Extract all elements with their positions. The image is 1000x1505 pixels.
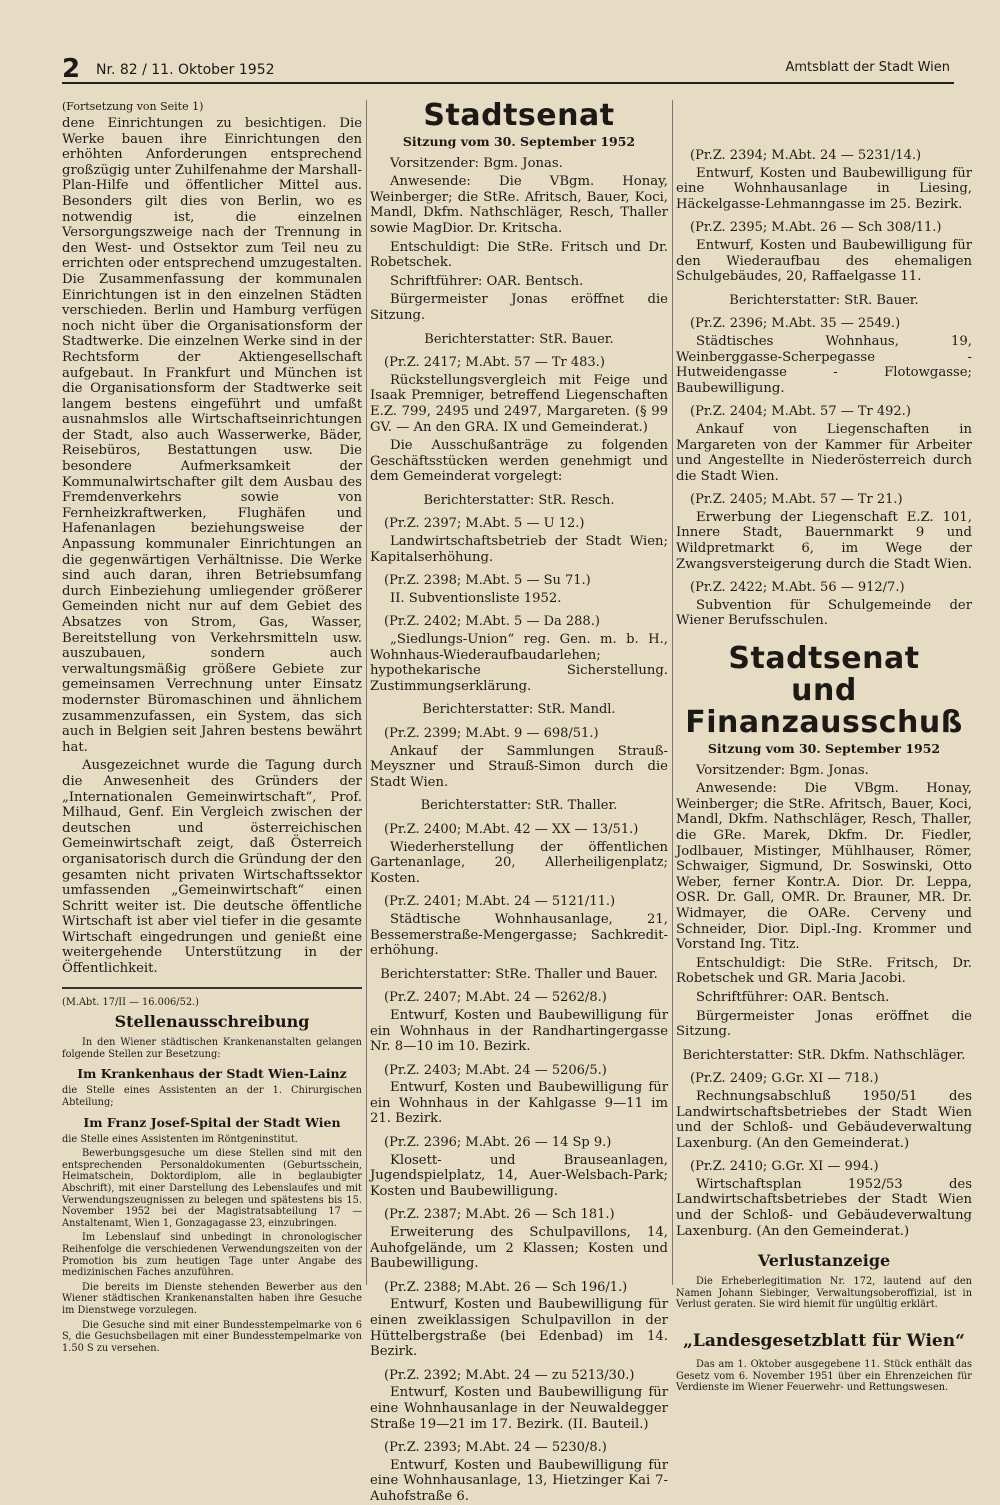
loss-notice-heading: Verlustanzeige: [757, 1251, 891, 1271]
item-reference: (Pr.Z. 2405; M.Abt. 57 — Tr 21.): [690, 492, 903, 508]
item-text: Städtisches Wohnhaus, 19, Weinberggasse-Scherpegasse - Hutweidengasse - Flotowgasse; Baubewilligung.: [676, 333, 972, 396]
item-text: Rückstellungsvergleich mit Feige und Isaak Premniger, betreffend Liegenschaften E.Z. 799, 2495 und 2497, Margareten. (§ 99 GV. — An den GRA. IX und Gemeinderat.): [370, 372, 668, 435]
item-text: Die Ausschußanträge zu folgenden Geschäftsstücken werden genehmigt und dem Gemeinderat vorgelegt:: [370, 438, 668, 485]
item-reference: (Pr.Z. 2407; M.Abt. 24 — 5262/8.): [384, 990, 607, 1006]
column-3: [676, 148, 972, 1394]
item-text: Wiederherstellung der öffentlichen Gartenanlage, 20, Allerheiligenplatz; Kosten.: [370, 839, 668, 886]
item-reference: (Pr.Z. 2388; M.Abt. 26 — Sch 196/1.): [384, 1279, 628, 1295]
item-text: Entwurf, Kosten und Baubewilligung für ein Wohnhaus in der Randhartingergasse Nr. 8—10 im 10. Bezirk.: [370, 1007, 668, 1055]
secretary: Schriftführer: OAR. Bentsch.: [390, 273, 584, 289]
attendees: Anwesende: Die VBgm. Honay, Weinberger; die StRe. Afritsch, Bauer, Koci, Mandl, Dkfm. Nathschläger, Resch, Thaller, die GRe. Marek, Dkfm. Dr. Fiedler, Jodlbauer, Mistinger, Mühlhauser, Römer, Schwaiger, Sigmund, Dr. Soswinski, Otto Weber, ferner Kontr.A. Dior. Dr. Leppa, OSR. Dr. Gall, OMR. Dr. Brauner, MR. Dr. Widmayer, die OARe. Cerveny und Schneider, Dior. Dipl.-Ing. Krommer und Vorstand Ing. Titz.: [676, 781, 972, 953]
issue-date: Nr. 82 / 11. Oktober 1952: [96, 62, 275, 78]
section-divider: [62, 987, 362, 989]
item-text: Subvention für Schulgemeinde der Wiener Berufsschulen.: [676, 597, 972, 629]
loss-notice-text: Die Erheberlegitimation Nr. 172, lautend auf den Namen Johann Siebinger, Verwaltungsoberoffizial, ist in Verlust geraten. Sie wird hiemit für ungültig erklärt.: [676, 1276, 972, 1311]
job-announcement: [62, 997, 362, 1355]
opening: Bürgermeister Jonas eröffnet die Sitzung.: [370, 292, 668, 323]
item-reference: (Pr.Z. 2392; M.Abt. 24 — zu 5213/30.): [384, 1367, 635, 1383]
session-date: Sitzung vom 30. September 1952: [707, 741, 941, 757]
job-position: die Stelle eines Assistenten im Röntgeninstitut.: [62, 1133, 298, 1145]
attendees: Anwesende: Die VBgm. Honay, Weinberger; die StRe. Afritsch, Bauer, Koci, Mandl, Dkfm. Nathschläger, Resch, Thaller sowie MagDior. Dr. Kritscha.: [370, 174, 668, 236]
item-text: Entwurf, Kosten und Baubewilligung für einen zweiklassigen Schulpavillon in der Hüttelbergstraße (bei Edenbad) im 14. Bezirk.: [370, 1297, 668, 1360]
item-text: Klosett- und Brauseanlagen, Jugendspielplatz, 14, Auer-Welsbach-Park; Kosten und Baubewilligung.: [370, 1152, 668, 1199]
item-text: Rechnungsabschluß 1950/51 des Landwirtschaftsbetriebes der Stadt Wien und der Schloß- und Gebäudeverwaltung Laxenburg. (An den Gemeinderat.): [676, 1088, 972, 1151]
publication-title: Amtsblatt der Stadt Wien: [785, 60, 950, 75]
rapporteur: Berichterstatter: StR. Bauer.: [424, 331, 614, 347]
item-text: Landwirtschaftsbetrieb der Stadt Wien; Kapitalserhöhung.: [370, 534, 668, 565]
item-text: Wirtschaftsplan 1952/53 des Landwirtschaftsbetriebes der Stadt Wien und der Schloß- und Gebäudeverwaltung Laxenburg. (An den Gemeinderat.): [676, 1176, 972, 1239]
article-paragraph: Ausgezeichnet wurde die Tagung durch die Anwesenheit des Gründers der „Internationalen Gemeinwirtschaft“, Prof. Milhaud, Genf. Ein Vergleich zwischen der deutschen und österreichischen Gemeinwirtschaft zeigt, daß Österreich organisatorisch durch die Gründung der den gesamten nicht privaten Wirtschaftssektor umfassenden „Gemeinwirtschaft“ einen Schritt weiter ist. Die deutsche öffentliche Wirtschaft ist aber viel tiefer in die gesamte Wirtschaft eingedrungen und genießt eine weitergehende Unterstützung in der Öffentlichkeit.: [62, 758, 362, 977]
item-reference: (Pr.Z. 2387; M.Abt. 26 — Sch 181.): [384, 1207, 615, 1223]
item-reference: (Pr.Z. 2393; M.Abt. 24 — 5230/8.): [384, 1440, 607, 1456]
hospital-heading: Im Franz Josef-Spital der Stadt Wien: [83, 1114, 341, 1130]
item-reference: (Pr.Z. 2399; M.Abt. 9 — 698/51.): [384, 726, 599, 741]
excused: Entschuldigt: Die StRe. Fritsch und Dr. Robetschek.: [370, 239, 668, 271]
rapporteur: Berichterstatter: StR. Dkfm. Nathschläger.: [682, 1047, 966, 1063]
job-paragraph: Die Gesuche sind mit einer Bundesstempelmarke von 6 S, die Gesuchsbeilagen mit einer Bundesstempelmarke von 1.50 S zu versehen.: [62, 1319, 362, 1354]
item-reference: (Pr.Z. 2401; M.Abt. 24 — 5121/11.): [384, 894, 616, 910]
finance-heading-1: Stadtsenat: [728, 641, 920, 677]
item-reference: (Pr.Z. 2403; M.Abt. 24 — 5206/5.): [384, 1062, 607, 1078]
continuation-note: (Fortsetzung von Seite 1): [62, 100, 204, 113]
item-text: Entwurf, Kosten und Baubewilligung für eine Wohnhausanlage in Liesing, Häckelgasse-Lehmanngasse im 25. Bezirk.: [676, 165, 972, 212]
session-date: Sitzung vom 30. September 1952: [402, 134, 636, 149]
item-text: Ankauf von Liegenschaften in Margareten von der Kammer für Arbeiter und Angestellte in Niederösterreich durch die Stadt Wien.: [676, 421, 972, 484]
finance-committee-section: [676, 643, 972, 1239]
rapporteur: Berichterstatter: StR. Mandl.: [422, 702, 616, 718]
item-text: Entwurf, Kosten und Baubewilligung für den Wiederaufbau des ehemaligen Schulgebäudes, 20, Raffaelgasse 11.: [676, 237, 972, 285]
column-2: [370, 98, 668, 1504]
rapporteur: Berichterstatter: StR. Thaller.: [420, 798, 618, 814]
job-position: die Stelle eines Assistenten an der 1. Chirurgischen Abteilung;: [62, 1085, 362, 1109]
article-paragraph: dene Einrichtungen zu besichtigen. Die Werke bauen ihre Einrichtungen den erhöhten Anforderungen entsprechend großzügig unter Zuhilfenahme der Marshall-Plan-Hilfe und öffentlicher Mittel aus. Besonders gilt dies von Berlin, wo es notwendig ist, die einzelnen Versorgungszweige nach der Trennung in den West- und Ostsektor zum Teil neu zu errichten oder entsprechend umzugestalten. Die Zusammenfassung der kommunalen Einrichtungen ist in den einzelnen Städten verschieden. Berlin und Hamburg verfügen noch nicht über die Organisationsform der Stadtwerke. Die einzelnen Werke sind in der Rechtsform der Aktiengesellschaft aufgebaut. In Frankfurt und München ist die Organisationsform der Stadtwerke seit langem bestens eingeführt und umfaßt ausnahmslos alle Wirtschaftseinrichtungen der Stadt, also auch Wasserwerke, Bäder, Reisebüros, Bestattungen usw. Die besondere Aufmerksamkeit der Kommunalwirtschafter gilt dem Ausbau des Fremdenverkehrs sowie von Fernheizkraftwerken, Flughäfen und Hafenanlagen beziehungsweise der Anpassung kommunaler Einrichtungen an die gegenwärtigen Verhältnisse. Die Werke sind auch daran, ihren Betriebsumfang durch Einbeziehung umliegender größerer Gemeinden nicht nur auf dem Gebiet des Absatzes von Strom, Gas, Wasser, Bereitstellung von Verkehrsmitteln usw. auszubauen, sondern auch verwaltungsmäßig größere Gebiete zur gemeinsamen Verrechnung unter Einsatz modernster Büromaschinen und ähnlichem zusammenzufassen, ein System, das sich auch in Belgien seit Jahren bestens bewährt hat.: [62, 116, 362, 755]
item-text: Entwurf, Kosten und Baubewilligung für eine Wohnhausanlage in der Neuwaldegger Straße 19—21 im 17. Bezirk. (II. Bauteil.): [370, 1385, 668, 1432]
page-header: [62, 54, 954, 84]
item-text: Erwerbung der Liegenschaft E.Z. 101, Innere Stadt, Bauernmarkt 9 und Wildpretmarkt 6, im Wege der Zwangsversteigerung durch die Stadt Wien.: [676, 509, 972, 572]
law-gazette-text: Das am 1. Oktober ausgegebene 11. Stück enthält das Gesetz vom 6. November 1951 über ein Ehrenzeichen für Verdienste im Wiener Feuerwehr- und Rettungswesen.: [676, 1359, 972, 1394]
item-text: Entwurf, Kosten und Baubewilligung für eine Wohnhausanlage, 13, Hietzinger Kai 7-Auhofstraße 6.: [370, 1457, 668, 1504]
hospital-heading: Im Krankenhaus der Stadt Wien-Lainz: [77, 1066, 347, 1082]
opening: Bürgermeister Jonas eröffnet die Sitzung.: [676, 1008, 972, 1040]
item-reference: (Pr.Z. 2410; G.Gr. XI — 994.): [690, 1159, 879, 1175]
stadtsenat-heading: Stadtsenat: [423, 98, 615, 133]
chair: Vorsitzender: Bgm. Jonas.: [696, 762, 869, 778]
item-text: „Siedlungs-Union“ reg. Gen. m. b. H., Wohnhaus-Wiederaufbaudarlehen; hypothekarische Sicherstellung. Zustimmungserklärung.: [370, 632, 668, 694]
item-text: Städtische Wohnhausanlage, 21, Bessemerstraße-Mengergasse; Sachkrediterhöhung.: [370, 911, 668, 959]
item-reference: (Pr.Z. 2396; M.Abt. 26 — 14 Sp 9.): [384, 1135, 612, 1151]
job-paragraph: Die bereits im Dienste stehenden Bewerber aus den Wiener städtischen Krankenanstalten haben ihre Gesuche im Dienstwege vorzulegen.: [62, 1281, 362, 1316]
item-reference: (Pr.Z. 2404; M.Abt. 57 — Tr 492.): [690, 404, 911, 420]
secretary: Schriftführer: OAR. Bentsch.: [696, 989, 890, 1005]
rapporteur: Berichterstatter: StRe. Thaller und Bauer.: [380, 966, 658, 982]
item-reference: (Pr.Z. 2396; M.Abt. 35 — 2549.): [690, 316, 901, 332]
column-divider: [672, 100, 673, 1285]
item-reference: (Pr.Z. 2394; M.Abt. 24 — 5231/14.): [690, 148, 922, 163]
rapporteur: Berichterstatter: StR. Resch.: [423, 492, 615, 508]
item-reference: (Pr.Z. 2417; M.Abt. 57 — Tr 483.): [384, 355, 605, 371]
page-number: 2: [62, 54, 81, 84]
job-reference: (M.Abt. 17/II — 16.006/52.): [62, 996, 199, 1008]
item-reference: (Pr.Z. 2397; M.Abt. 5 — U 12.): [384, 516, 585, 532]
job-intro: In den Wiener städtischen Krankenanstalten gelangen folgende Stellen zur Besetzung:: [62, 1037, 362, 1060]
rapporteur: Berichterstatter: StR. Bauer.: [729, 292, 919, 308]
finance-heading-2: und Finanzausschuß: [685, 673, 963, 741]
job-paragraph: Bewerbungsgesuche um diese Stellen sind mit den entsprechenden Personaldokumenten (Geburtsschein, Heimatschein, Doktordiplom, alle in beglaubigter Abschrift), mit einer Darstellung des Lebenslaufes und mit Verwendungszeugnissen zu belegen und spätestens bis 15. November 1952 bei der Magistratsabteilung 17 — Anstaltenamt, Wien 1, Gonzagagasse 23, einzubringen.: [62, 1148, 362, 1229]
column-1: [62, 100, 362, 1354]
excused: Entschuldigt: Die StRe. Fritsch, Dr. Robetschek und GR. Maria Jacobi.: [676, 955, 972, 987]
law-gazette-heading: „Landesgesetzblatt für Wien“: [683, 1331, 965, 1352]
item-reference: (Pr.Z. 2402; M.Abt. 5 — Da 288.): [384, 614, 600, 630]
item-reference: (Pr.Z. 2409; G.Gr. XI — 718.): [690, 1071, 879, 1087]
item-text: Entwurf, Kosten und Baubewilligung für ein Wohnhaus in der Kahlgasse 9—11 im 21. Bezirk.: [370, 1080, 668, 1127]
column-divider: [366, 100, 367, 1285]
item-reference: (Pr.Z. 2400; M.Abt. 42 — XX — 13/51.): [384, 821, 639, 837]
item-reference: (Pr.Z. 2395; M.Abt. 26 — Sch 308/11.): [690, 220, 942, 236]
item-reference: (Pr.Z. 2398; M.Abt. 5 — Su 71.): [384, 573, 591, 589]
chair: Vorsitzender: Bgm. Jonas.: [390, 155, 563, 171]
job-title: Stellenausschreibung: [114, 1012, 310, 1032]
item-reference: (Pr.Z. 2422; M.Abt. 56 — 912/7.): [690, 580, 905, 596]
item-text: Ankauf der Sammlungen Strauß-Meyszner und Strauß-Simon durch die Stadt Wien.: [370, 743, 668, 790]
item-text: Erweiterung des Schulpavillons, 14, Auhofgelände, um 2 Klassen; Kosten und Baubewilligung.: [370, 1225, 668, 1272]
job-paragraph: Im Lebenslauf sind unbedingt in chronologischer Reihenfolge die verschiedenen Verwendungszeiten von der Promotion bis zum heutigen Tage unter Angabe des medizinischen Faches anzuführen.: [62, 1232, 362, 1279]
item-text: II. Subventionsliste 1952.: [390, 590, 562, 606]
